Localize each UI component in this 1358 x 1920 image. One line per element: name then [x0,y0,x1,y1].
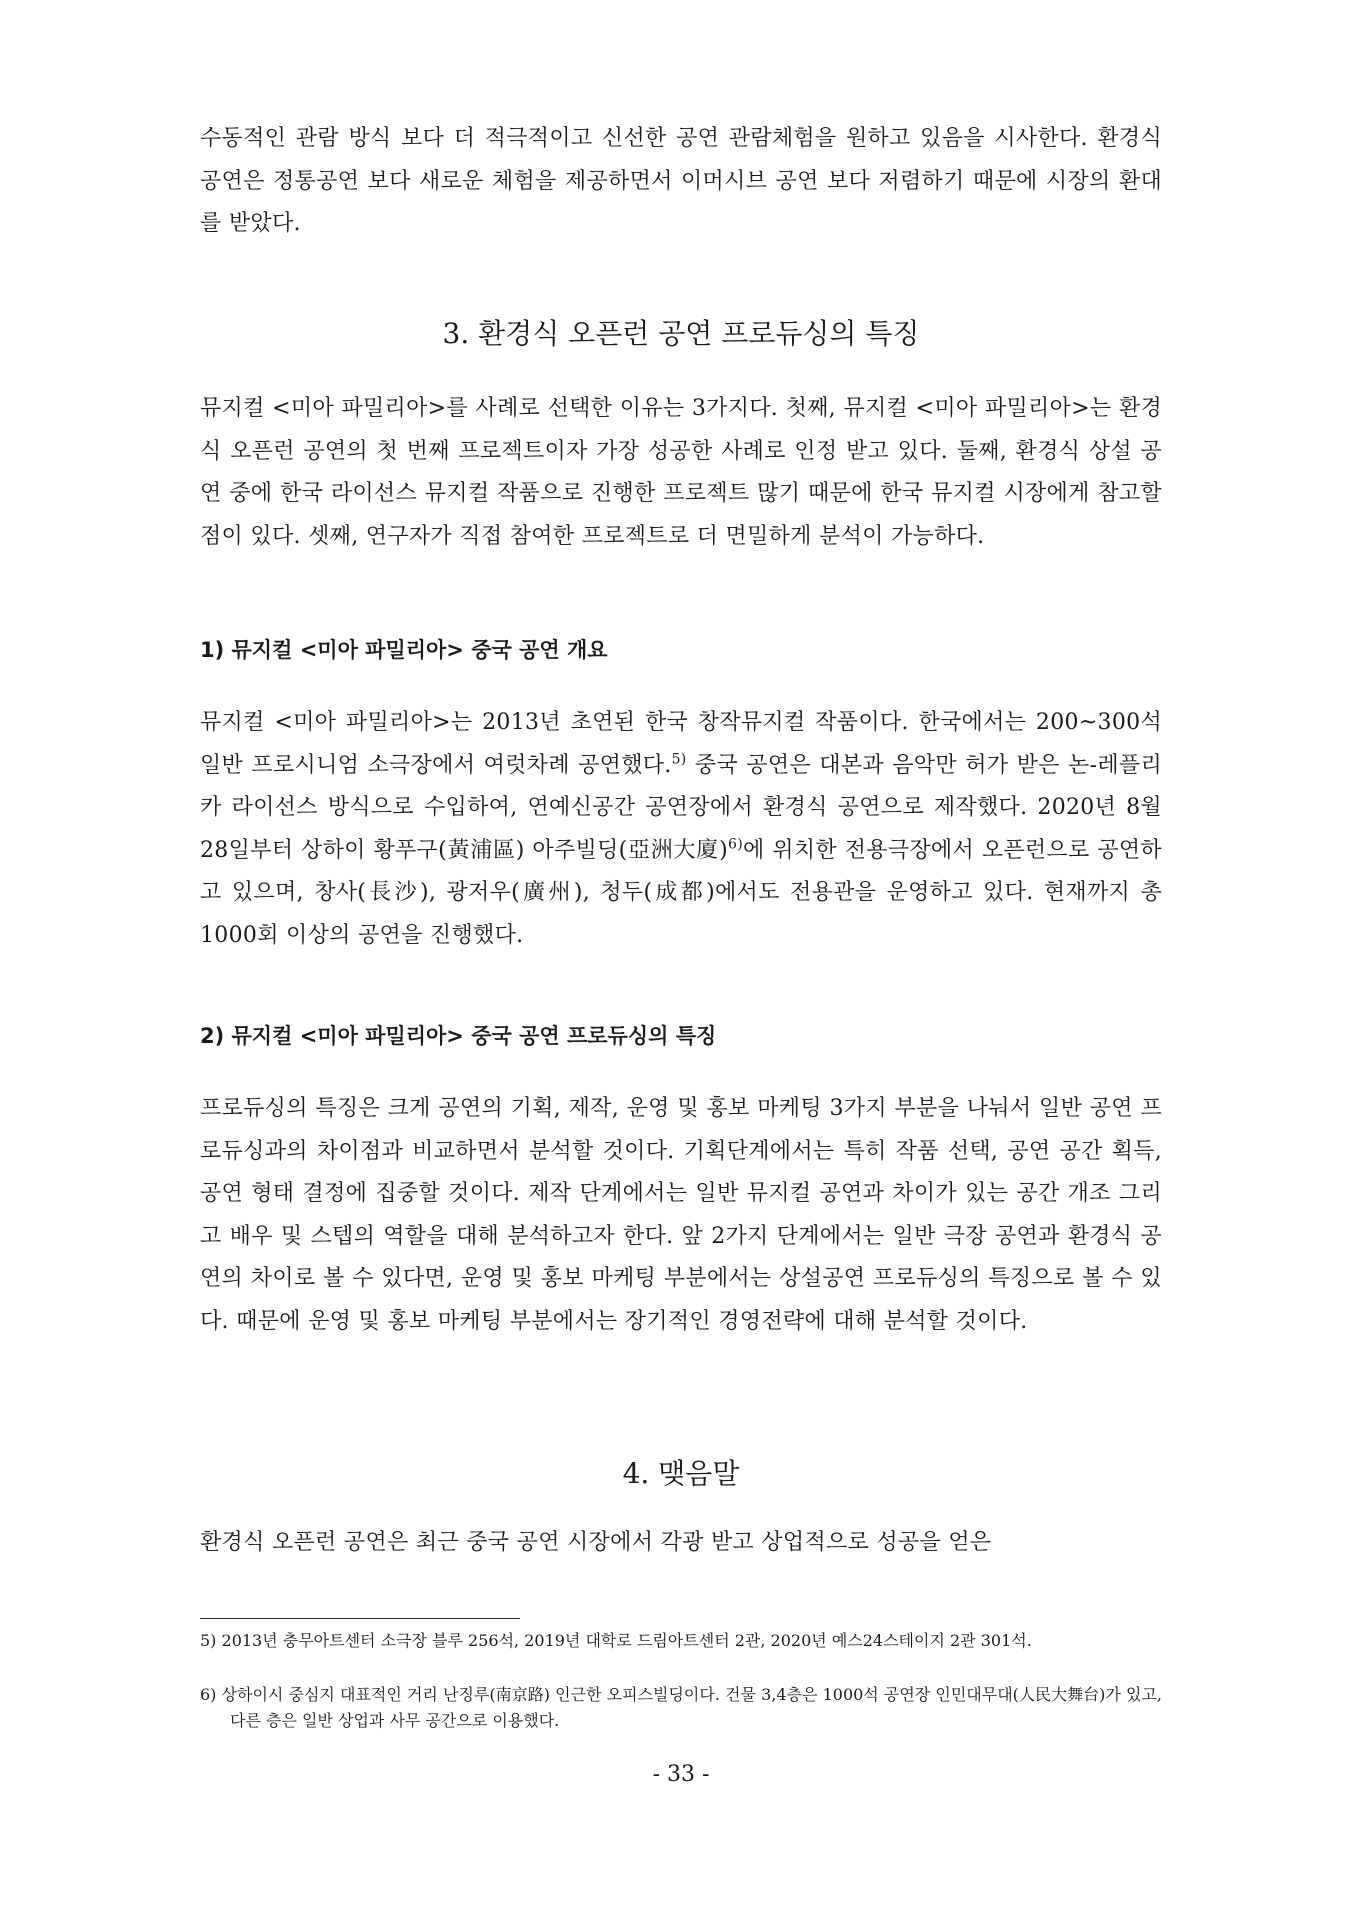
body-paragraph-case-selection: 뮤지컬 <미아 파밀리아>를 사례로 선택한 이유는 3가지다. 첫째, 뮤지컬 <미아 파밀리아>는 환경식 오픈런 공연의 첫 번째 프로젝트이자 가장 성공한 사례로 인정 받고 있다. 둘째, 환경식 상설 공연 중에 한국 라이선스 뮤지컬 작품으로 진행한 프로젝트 많기 때문에 한국 뮤지컬 시장에게 참고할 점이 있다. 셋째, 연구자가 직접 참여한 프로젝트로 더 면밀하게 분석이 가능하다. [200,396,1162,549]
section-heading-3: 3. 환경식 오픈런 공연 프로듀싱의 특징 [442,317,920,350]
page-number: - 33 - [652,1762,710,1787]
footnote-5: 5) 2013년 충무아트센터 소극장 블루 256석, 2019년 대학로 드림아트센터 2관, 2020년 예스24스테이지 2관 301석. [200,1631,1032,1650]
body-paragraph-conclusion: 환경식 오픈런 공연은 최근 중국 공연 시장에서 각광 받고 상업적으로 성공을 얻은 [200,1530,992,1555]
overview-text-part1: 뮤지컬 <미아 파밀리아>는 2013년 초연된 한국 창작뮤지컬 작품이다. 한국에서는 200~300석 일반 프로시니엄 소극장에서 여럿차례 공연했다. [200,710,1162,778]
subheading-producing-features: 2) 뮤지컬 <미아 파밀리아> 중국 공연 프로듀싱의 특징 [200,1024,717,1048]
overview-text-part2: 중국 공연은 대본과 음악만 허가 받은 논-레플리카 라이선스 방식으로 수입하여, 연예신공간 공연장에서 환경식 공연으로 제작했다. 2020년 8월 28일부터 상하이 황푸구(黃浦區) 아주빌딩(亞洲大廈) [200,752,1162,863]
footnote-ref-6: 6) [727,836,743,853]
body-paragraph-overview [200,702,1162,957]
section-heading-4: 4. 맺음말 [622,1457,740,1490]
overview-text-part3: 에 위치한 전용극장에서 오픈런으로 공연하고 있으며, 창사(長沙), 광저우(廣州), 청두(成都)에서도 전용관을 운영하고 있다. 현재까지 총 1000회 이상의 공연을 진행했다. [200,837,1162,948]
footnote-divider [200,1618,520,1619]
document-page [200,0,1162,1920]
body-paragraph-intro: 수동적인 관람 방식 보다 더 적극적이고 신선한 공연 관람체험을 원하고 있음을 시사한다. 환경식 공연은 정통공연 보다 새로운 체험을 제공하면서 이머시브 공연 보다 저렴하기 때문에 시장의 환대를 받았다. [200,126,1162,236]
body-paragraph-producing-features: 프로듀싱의 특징은 크게 공연의 기획, 제작, 운영 및 홍보 마케팅 3가지 부분을 나눠서 일반 공연 프로듀싱과의 차이점과 비교하면서 분석할 것이다. 기획단계에서는 특히 작품 선택, 공연 공간 획득, 공연 형태 결정에 집중할 것이다. 제작 단계에서는 일반 뮤지컬 공연과 차이가 있는 공간 개조 그리고 배우 및 스텝의 역할을 대해 분석하고자 한다. 앞 2가지 단계에서는 일반 극장 공연과 환경식 공연의 차이로 볼 수 있다면, 운영 및 홍보 마케팅 부분에서는 상설공연 프로듀싱의 특징으로 볼 수 있다. 때문에 운영 및 홍보 마케팅 부분에서는 장기적인 경영전략에 대해 분석할 것이다. [200,1096,1162,1334]
footnote-6: 6) 상하이시 중심지 대표적인 거리 난징루(南京路) 인근한 오피스빌딩이다. 건물 3,4층은 1000석 공연장 인민대무대(人民大舞台)가 있고, 다른 층은 일반 상업과 사무 공간으로 이용했다. [200,1685,1162,1730]
footnote-ref-5: 5) [671,751,687,768]
subheading-overview: 1) 뮤지컬 <미아 파밀리아> 중국 공연 개요 [200,638,608,662]
